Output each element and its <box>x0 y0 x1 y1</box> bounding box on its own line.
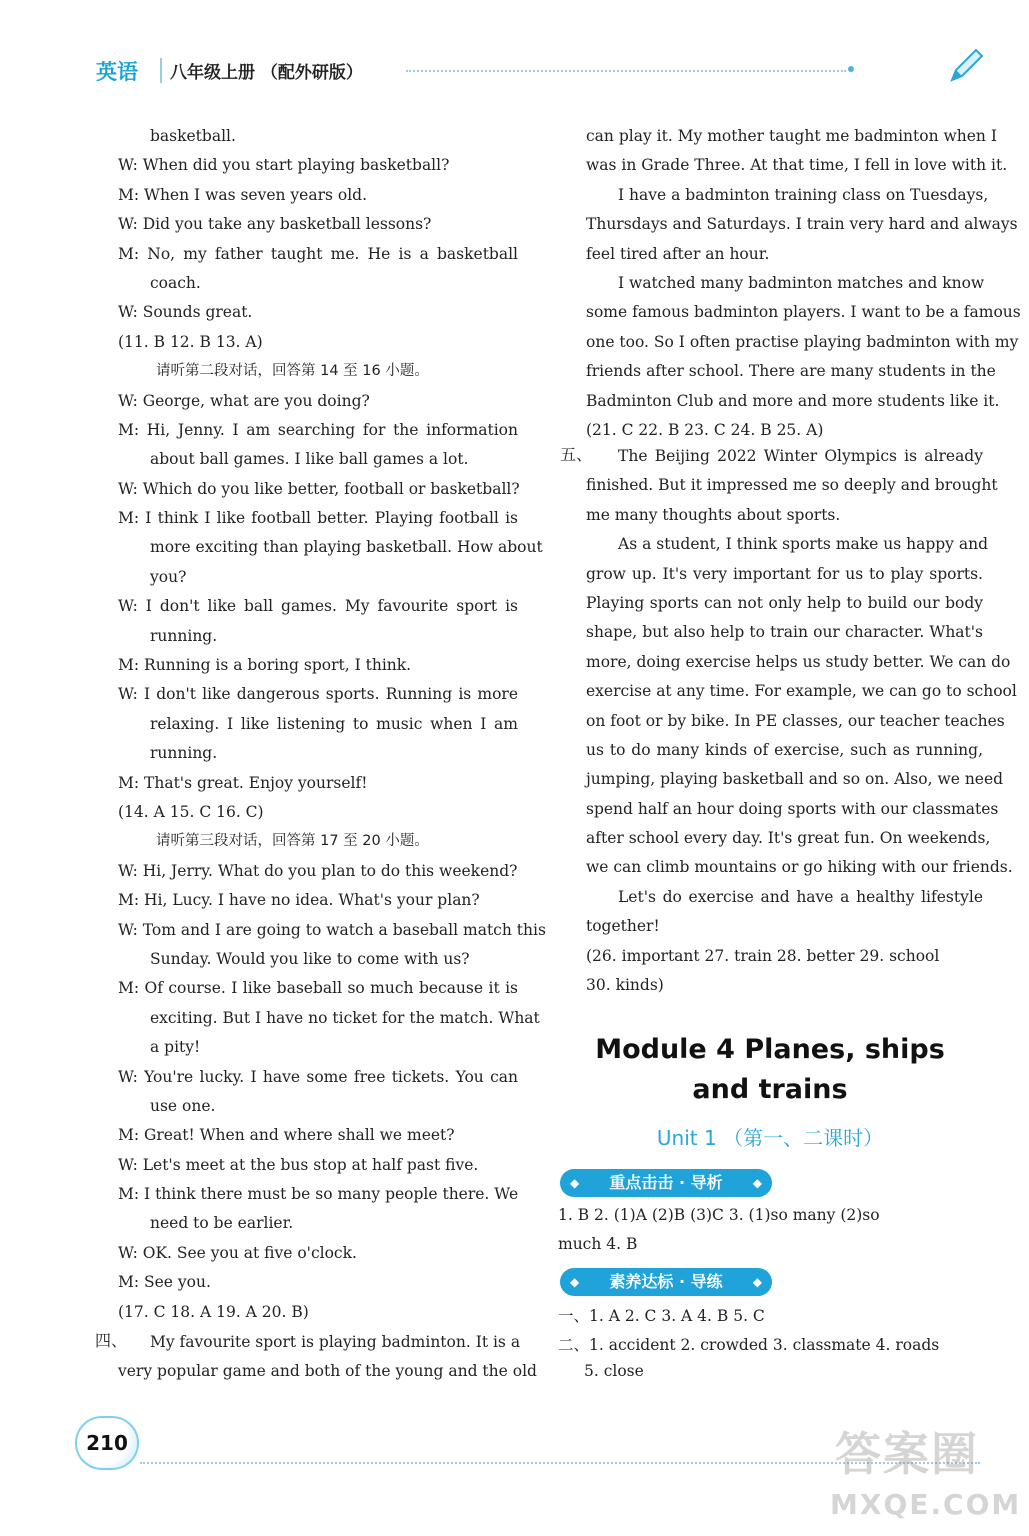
text-line: M: Of course. I like baseball so much because it is <box>118 979 518 998</box>
text-line: W: Which do you like better, football or basketball? <box>118 479 520 498</box>
text-line: us to do many kinds of exercise, such as running, <box>586 740 983 759</box>
answers-practice-1: 一、1. A 2. C 3. A 4. B 5. C <box>558 1307 765 1325</box>
text-line: exercise at any time. For example, we can go to school <box>586 682 1017 701</box>
answers-key-points-2: much 4. B <box>558 1235 638 1253</box>
text-line: we can climb mountains or go hiking with our friends. <box>586 858 1013 877</box>
text-line: As a student, I think sports make us happy and <box>618 535 989 554</box>
text-line: (11. B 12. B 13. A) <box>118 332 263 351</box>
banner-key-points: ◆ 重点击击 · 导析 ◆ <box>560 1169 772 1197</box>
text-line: I watched many badminton matches and know <box>618 273 985 292</box>
answers-key-points-1: 1. B 2. (1)A (2)B (3)C 3. (1)so many (2)so <box>558 1206 880 1224</box>
subject-label: 英语 <box>96 60 138 84</box>
text-line: feel tired after an hour. <box>586 244 770 263</box>
text-line: (17. C 18. A 19. A 20. B) <box>118 1302 309 1321</box>
text-line: (14. A 15. C 16. C) <box>118 802 264 821</box>
text-line: Sunday. Would you like to come with us? <box>150 949 470 968</box>
answers-practice-3: 5. close <box>584 1362 644 1380</box>
text-line: after school every day. It's great fun. On weekends, <box>586 829 991 848</box>
text-line: W: Tom and I are going to watch a baseball match this <box>118 920 546 939</box>
text-line: W: George, what are you doing? <box>118 391 370 410</box>
text-line: Thursdays and Saturdays. I train very hard and always <box>586 215 1018 234</box>
text-line: more, doing exercise helps us study better. We can do <box>586 652 1011 671</box>
text-line: running. <box>150 626 218 645</box>
module-title: Module 4 Planes, ships and trains <box>595 1034 945 1105</box>
text-line: more exciting than playing basketball. How about <box>150 538 543 557</box>
text-line: M: Great! When and where shall we meet? <box>118 1126 455 1145</box>
text-line: together! <box>586 917 660 936</box>
text-line: My favourite sport is playing badminton. It is a <box>150 1333 521 1351</box>
right-column-top <box>586 122 1021 445</box>
text-line: M: I think I like football better. Playing football is <box>118 509 518 528</box>
text-line: M: When I was seven years old. <box>118 185 368 204</box>
text-line: me many thoughts about sports. <box>586 505 841 524</box>
text-line: a pity! <box>150 1038 201 1057</box>
text-line: 请听第三段对话，回答第 17 至 20 小题。 <box>156 833 429 850</box>
text-line: M: Hi, Lucy. I have no idea. What's your plan? <box>118 891 480 910</box>
text-line: coach. <box>150 273 201 292</box>
text-line: W: OK. See you at five o'clock. <box>118 1243 357 1262</box>
text-line: 请听第二段对话，回答第 14 至 16 小题。 <box>156 363 429 380</box>
text-line: friends after school. There are many students in the <box>586 362 996 381</box>
text-line: one too. So I often practise playing badminton with my <box>586 332 1019 351</box>
text-line: finished. But it impressed me so deeply and brought <box>586 476 998 495</box>
answers-practice-2: 二、1. accident 2. crowded 3. classmate 4. roads <box>558 1336 940 1354</box>
text-line: M: Running is a boring sport, I think. <box>118 656 412 675</box>
text-line: you? <box>150 567 187 586</box>
text-line: very popular game and both of the young and the old <box>118 1362 537 1381</box>
text-line: basketball. <box>150 127 236 145</box>
text-line: M: No, my father taught me. He is a basketball <box>118 244 518 263</box>
text-line: jumping, playing basketball and so on. Also, we need <box>586 770 1004 789</box>
text-line: W: Did you take any basketball lessons? <box>118 215 432 234</box>
text-line: can play it. My mother taught me badminton when I <box>586 127 997 145</box>
text-line: W: Hi, Jerry. What do you plan to do this weekend? <box>118 861 518 880</box>
page-number: 210 <box>75 1416 139 1470</box>
text-line: W: When did you start playing basketball? <box>118 156 450 175</box>
text-line: (26. important 27. train 28. better 29. school <box>586 946 940 965</box>
text-line: The Beijing 2022 Winter Olympics is already <box>618 447 983 465</box>
text-line: on foot or by bike. In PE classes, our teacher teaches <box>586 711 1005 730</box>
text-line: (21. C 22. B 23. C 24. B 25. A) <box>586 420 824 439</box>
pencil-icon <box>946 46 986 86</box>
text-line: W: Sounds great. <box>118 303 253 322</box>
section-5-label: 五、 <box>560 445 593 464</box>
text-line: I have a badminton training class on Tuesdays, <box>618 185 989 204</box>
section-4-text <box>118 1328 537 1387</box>
text-line: M: See you. <box>118 1273 211 1292</box>
text-line: shape, but also help to train our character. What's <box>586 623 983 642</box>
text-line: Playing sports can not only help to build our body <box>586 593 983 612</box>
text-line: W: Let's meet at the bus stop at half past five. <box>118 1155 479 1174</box>
page-header <box>96 56 986 86</box>
text-line: 30. kinds) <box>586 976 664 995</box>
right-column-essay <box>586 442 1017 1000</box>
text-line: about ball games. I like ball games a lot. <box>150 450 469 469</box>
text-line: spend half an hour doing sports with our classmates <box>586 799 999 818</box>
text-line: was in Grade Three. At that time, I fell in love with it. <box>586 156 1008 175</box>
text-line: M: That's great. Enjoy yourself! <box>118 773 368 792</box>
header-dotted-line <box>406 70 846 72</box>
text-line: W: I don't like ball games. My favourite sport is <box>118 597 518 616</box>
grade-label: 八年级上册 （配外研版） <box>160 58 363 83</box>
banner-practice: ◆ 素养达标 · 导练 ◆ <box>560 1268 772 1296</box>
text-line: grow up. It's very important for us to play sports. <box>586 564 983 583</box>
text-line: Let's do exercise and have a healthy lifestyle <box>618 887 983 906</box>
text-line: relaxing. I like listening to music when I am <box>150 714 518 733</box>
text-line: W: You're lucky. I have some free tickets. You can <box>118 1067 518 1086</box>
text-line: M: I think there must be so many people there. We <box>118 1185 519 1204</box>
header-dot <box>848 66 854 72</box>
section-4-label: 四、 <box>95 1331 128 1350</box>
text-line: running. <box>150 744 218 763</box>
watermark-logo: 答案圈 MXQE.COM <box>830 1427 1022 1521</box>
text-line: exciting. But I have no ticket for the match. What <box>150 1008 540 1027</box>
text-line: use one. <box>150 1096 216 1115</box>
unit-title: Unit 1 （第一、二课时） <box>656 1126 884 1150</box>
text-line: need to be earlier. <box>150 1214 294 1233</box>
text-line: W: I don't like dangerous sports. Running is more <box>118 685 518 704</box>
left-column <box>118 122 546 1327</box>
text-line: M: Hi, Jenny. I am searching for the information <box>118 420 518 439</box>
text-line: Badminton Club and more and more students like it. <box>586 391 1000 410</box>
text-line: some famous badminton players. I want to be a famous <box>586 303 1021 322</box>
